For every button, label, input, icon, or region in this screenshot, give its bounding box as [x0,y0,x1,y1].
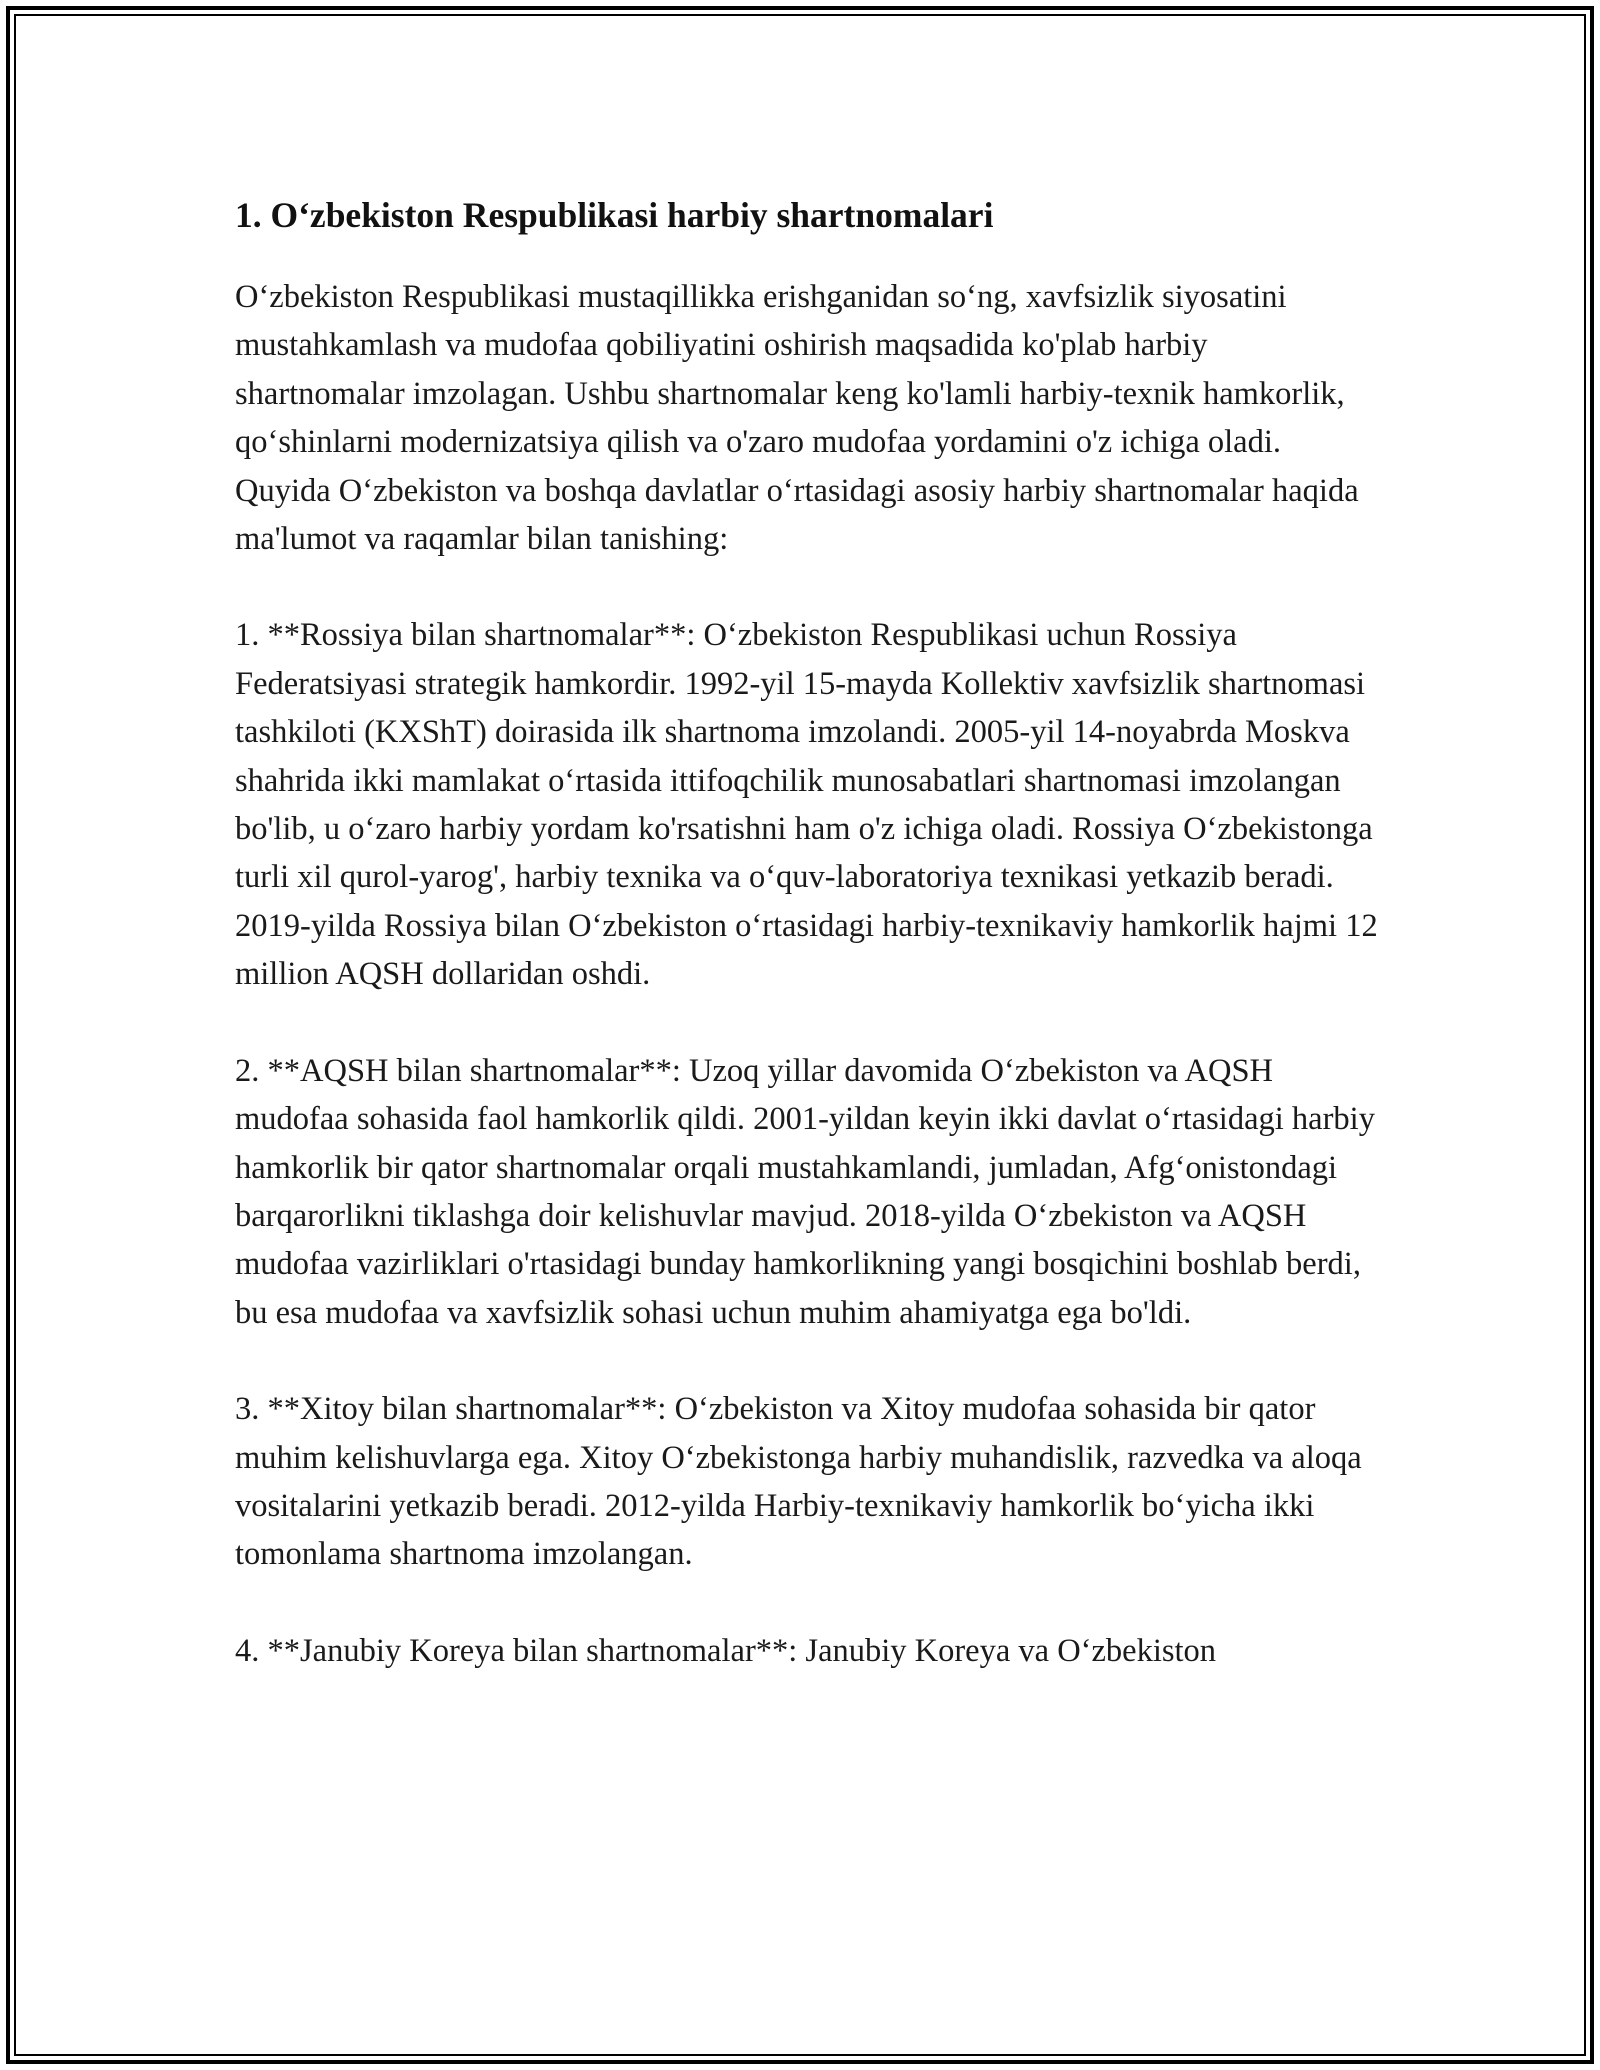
paragraph-usa: 2. **AQSH bilan shartnomalar**: Uzoq yillar davomida O‘zbekiston va AQSH mudofaa sohasida faol hamkorlik qildi. 2001-yildan keyin ikki davlat o‘rtasidagi harbiy hamkorlik bir qator shartnomalar orqali mustahkamlandi, jumladan, Afg‘onistondagi barqarorlikni tiklashga doir kelishuvlar mavjud. 2018-yilda O‘zbekiston va AQSH mudofaa vazirliklari o'rtasidagi bunday hamkorlikning yangi bosqichini boshlab berdi, bu esa mudofaa va xavfsizlik sohasi uchun muhim ahamiyatga ega bo'ldi. [235,1052,1375,1331]
document-title: 1. O‘zbekiston Respublikasi harbiy shartnomalari [235,195,994,235]
paragraph-china: 3. **Xitoy bilan shartnomalar**: O‘zbekiston va Xitoy mudofaa sohasida bir qator muhim kelishuvlarga ega. Xitoy O‘zbekistonga harbiy muhandislik, razvedka va aloqa vositalarini yetkazib beradi. 2012-yilda Harbiy-texnikaviy hamkorlik bo‘yicha ikki tomonlama shartnoma imzolangan. [235,1391,1362,1573]
paragraph-russia: 1. **Rossiya bilan shartnomalar**: O‘zbekiston Respublikasi uchun Rossiya Federatsiyasi strategik hamkordir. 1992-yil 15-mayda Kollektiv xavfsizlik shartnomasi tashkiloti (KXShT) doirasida ilk shartnoma imzolandi. 2005-yil 14-noyabrda Moskva shahrida ikki mamlakat o‘rtasida ittifoqchilik munosabatlari shartnomasi imzolangan bo'lib, u o‘zaro harbiy yordam ko'rsatishni ham o'z ichiga oladi. Rossiya O‘zbekistonga turli xil qurol-yarog', harbiy texnika va o‘quv-laboratoriya texnikasi yetkazib beradi. 2019-yilda Rossiya bilan O‘zbekiston o‘rtasidagi harbiy-texnikaviy hamkorlik hajmi 12 million AQSH dollaridan oshdi. [235,617,1378,993]
paragraph-south-korea: 4. **Janubiy Koreya bilan shartnomalar**: Janubiy Koreya va O‘zbekiston [235,1632,1217,1669]
document-page [235,185,1380,1723]
intro-paragraph: O‘zbekiston Respublikasi mustaqillikka erishganidan so‘ng, xavfsizlik siyosatini mustahkamlash va mudofaa qobiliyatini oshirish maqsadida ko'plab harbiy shartnomalar imzolagan. Ushbu shartnomalar keng ko'lamli harbiy-texnik hamkorlik, qo‘shinlarni modernizatsiya qilish va o'zaro mudofaa yordamini o'z ichiga oladi. Quyida O‘zbekiston va boshqa davlatlar o‘rtasidagi asosiy harbiy shartnomalar haqida ma'lumot va raqamlar bilan tanishing: [235,279,1359,558]
